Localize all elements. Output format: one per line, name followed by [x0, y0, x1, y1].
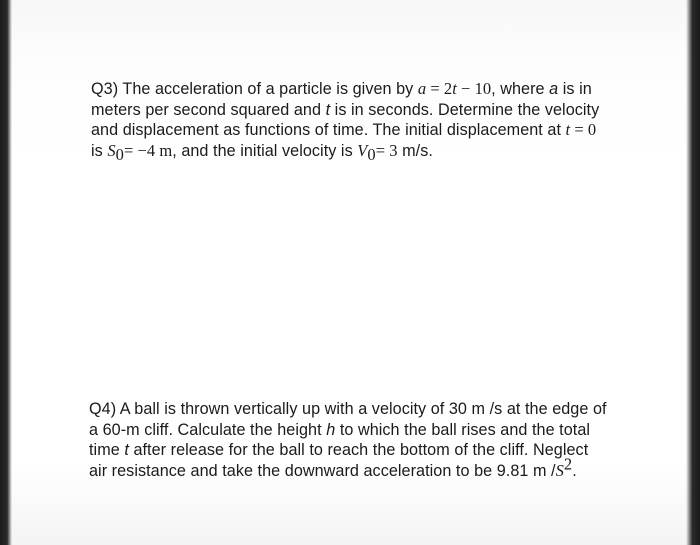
right-dark-border: [686, 0, 700, 545]
acceleration-symbol: a: [417, 79, 427, 98]
initial-velocity-symbol: V: [357, 140, 368, 160]
time-symbol: t: [124, 441, 129, 460]
question-3-label: Q3): [91, 80, 119, 98]
left-dark-border: [0, 0, 12, 545]
question-3: Q3) The acceleration of a particle is given by a = 2t − 10, where a is in meters per second squared and t is in seconds. Determine the velocity and displacement as functions of time. The initial displacement at t = 0 is $S_0= -4$ m, and the initial velocity is $V_0= 3$ m/s.: [91, 79, 600, 165]
question-4: Q4) A ball is thrown vertically up with a velocity of 30 m /s at the edge of a 60-m cliff. Calculate the height h to which the ball rises and the total time t after release for the ball to reach the bottom of the cliff. Neglect air resistance and take the downward acceleration to be 9.81 m $/S^2$.: [89, 400, 607, 480]
height-symbol: h: [326, 420, 336, 439]
initial-displacement-symbol: S: [107, 140, 116, 160]
